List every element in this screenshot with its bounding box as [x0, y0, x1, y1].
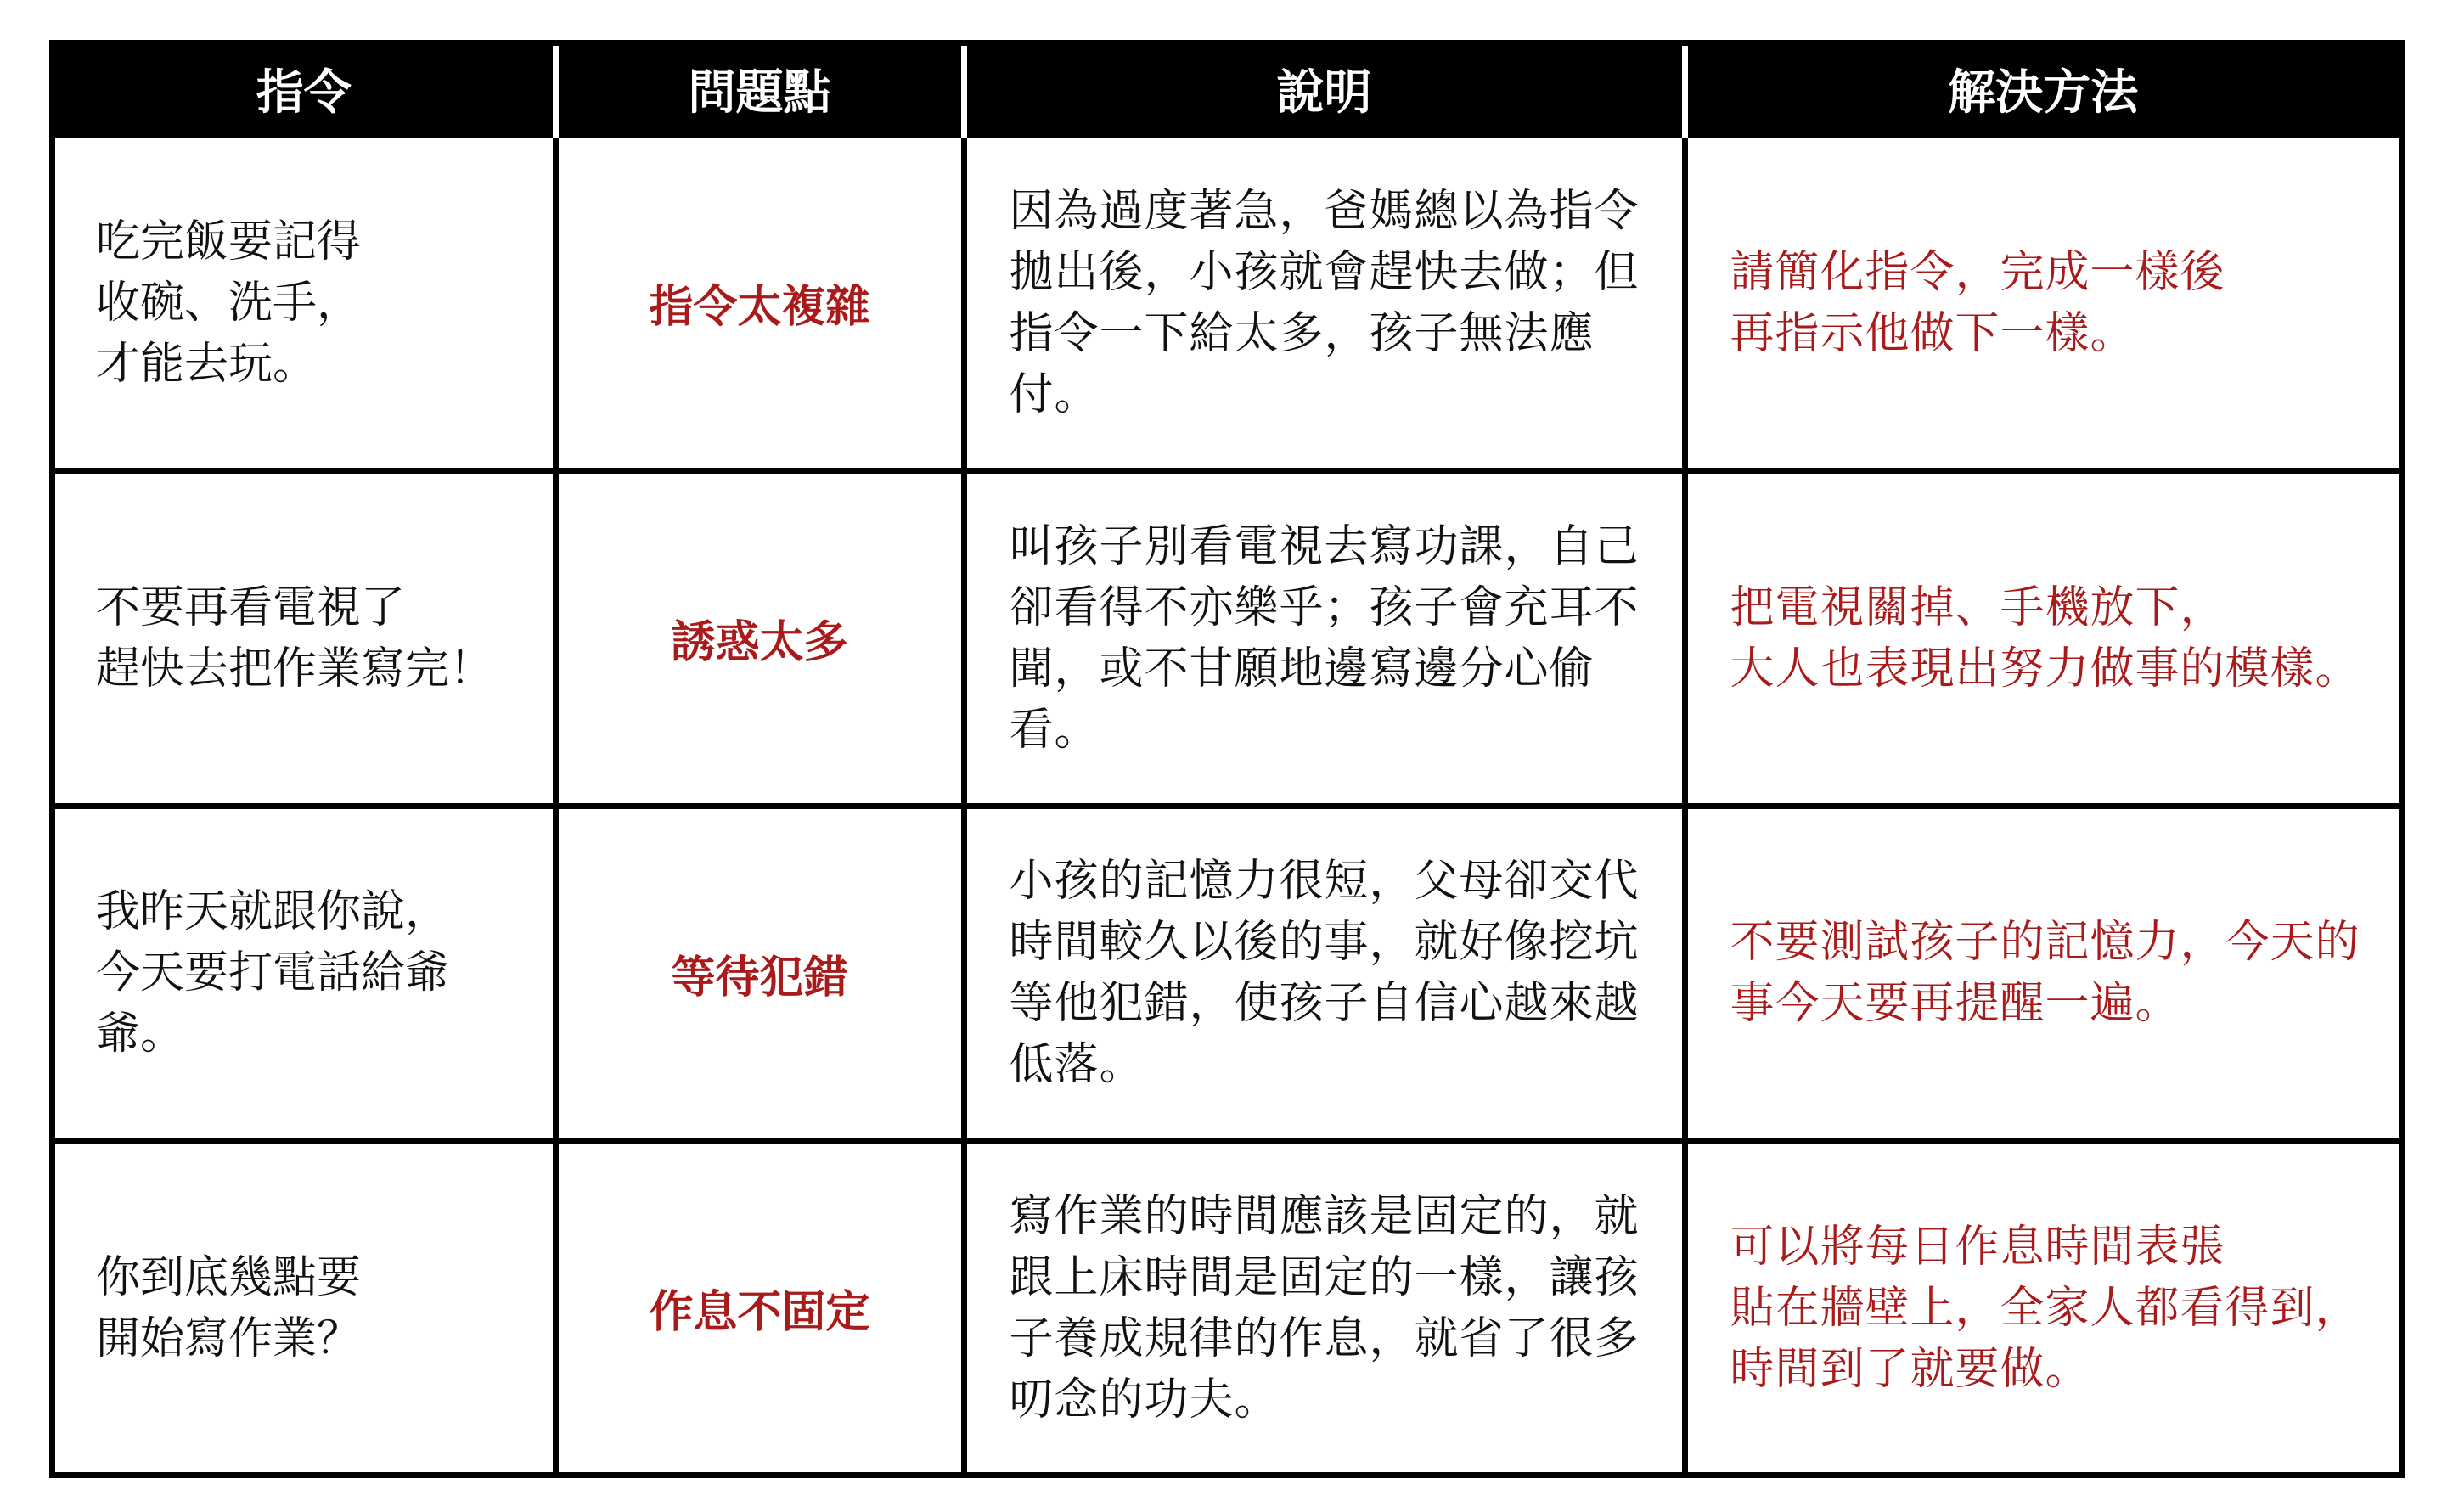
command-cell: 你到底幾點要 開始寫作業？ — [55, 1141, 555, 1472]
problem-cell: 等待犯錯 — [555, 806, 964, 1141]
header-problem: 問題點 — [555, 46, 964, 136]
header-solution: 解決方法 — [1685, 46, 2399, 136]
command-cell: 我昨天就跟你說， 今天要打電話給爺 爺。 — [55, 806, 555, 1141]
header-command: 指令 — [55, 46, 555, 136]
table-row — [55, 806, 2399, 1141]
command-cell: 吃完飯要記得 收碗、洗手， 才能去玩。 — [55, 136, 555, 471]
explanation-cell: 叫孩子別看電視去寫功課，自己 卻看得不亦樂乎；孩子會充耳不 聞，或不甘願地邊寫邊分心偷 看。 — [964, 470, 1685, 806]
command-cell: 不要再看電視了 趕快去把作業寫完！ — [55, 470, 555, 806]
table-row — [55, 1141, 2399, 1472]
solution-cell: 請簡化指令，完成一樣後 再指示他做下一樣。 — [1685, 136, 2399, 471]
explanation-cell: 因為過度著急，爸媽總以為指令 拋出後，小孩就會趕快去做；但 指令一下給太多，孩子無法應 付。 — [964, 136, 1685, 471]
solution-cell: 把電視關掉、手機放下， 大人也表現出努力做事的模樣。 — [1685, 470, 2399, 806]
explanation-cell: 寫作業的時間應該是固定的，就 跟上床時間是固定的一樣，讓孩 子養成規律的作息，就省了很多 叨念的功夫。 — [964, 1141, 1685, 1472]
table-header — [55, 46, 2399, 136]
advice-table — [49, 40, 2405, 1478]
problem-cell: 作息不固定 — [555, 1141, 964, 1472]
header-row — [55, 46, 2399, 136]
table-row — [55, 470, 2399, 806]
solution-cell: 可以將每日作息時間表張 貼在牆壁上，全家人都看得到， 時間到了就要做。 — [1685, 1141, 2399, 1472]
header-explanation: 說明 — [964, 46, 1685, 136]
table-body — [55, 136, 2399, 1473]
problem-cell: 誘惑太多 — [555, 470, 964, 806]
problem-cell: 指令太複雜 — [555, 136, 964, 471]
solution-cell: 不要測試孩子的記憶力，今天的 事今天要再提醒一遍。 — [1685, 806, 2399, 1141]
explanation-cell: 小孩的記憶力很短，父母卻交代 時間較久以後的事，就好像挖坑 等他犯錯，使孩子自信心越來越 低落。 — [964, 806, 1685, 1141]
advice-table-grid — [55, 46, 2399, 1472]
table-row — [55, 136, 2399, 471]
